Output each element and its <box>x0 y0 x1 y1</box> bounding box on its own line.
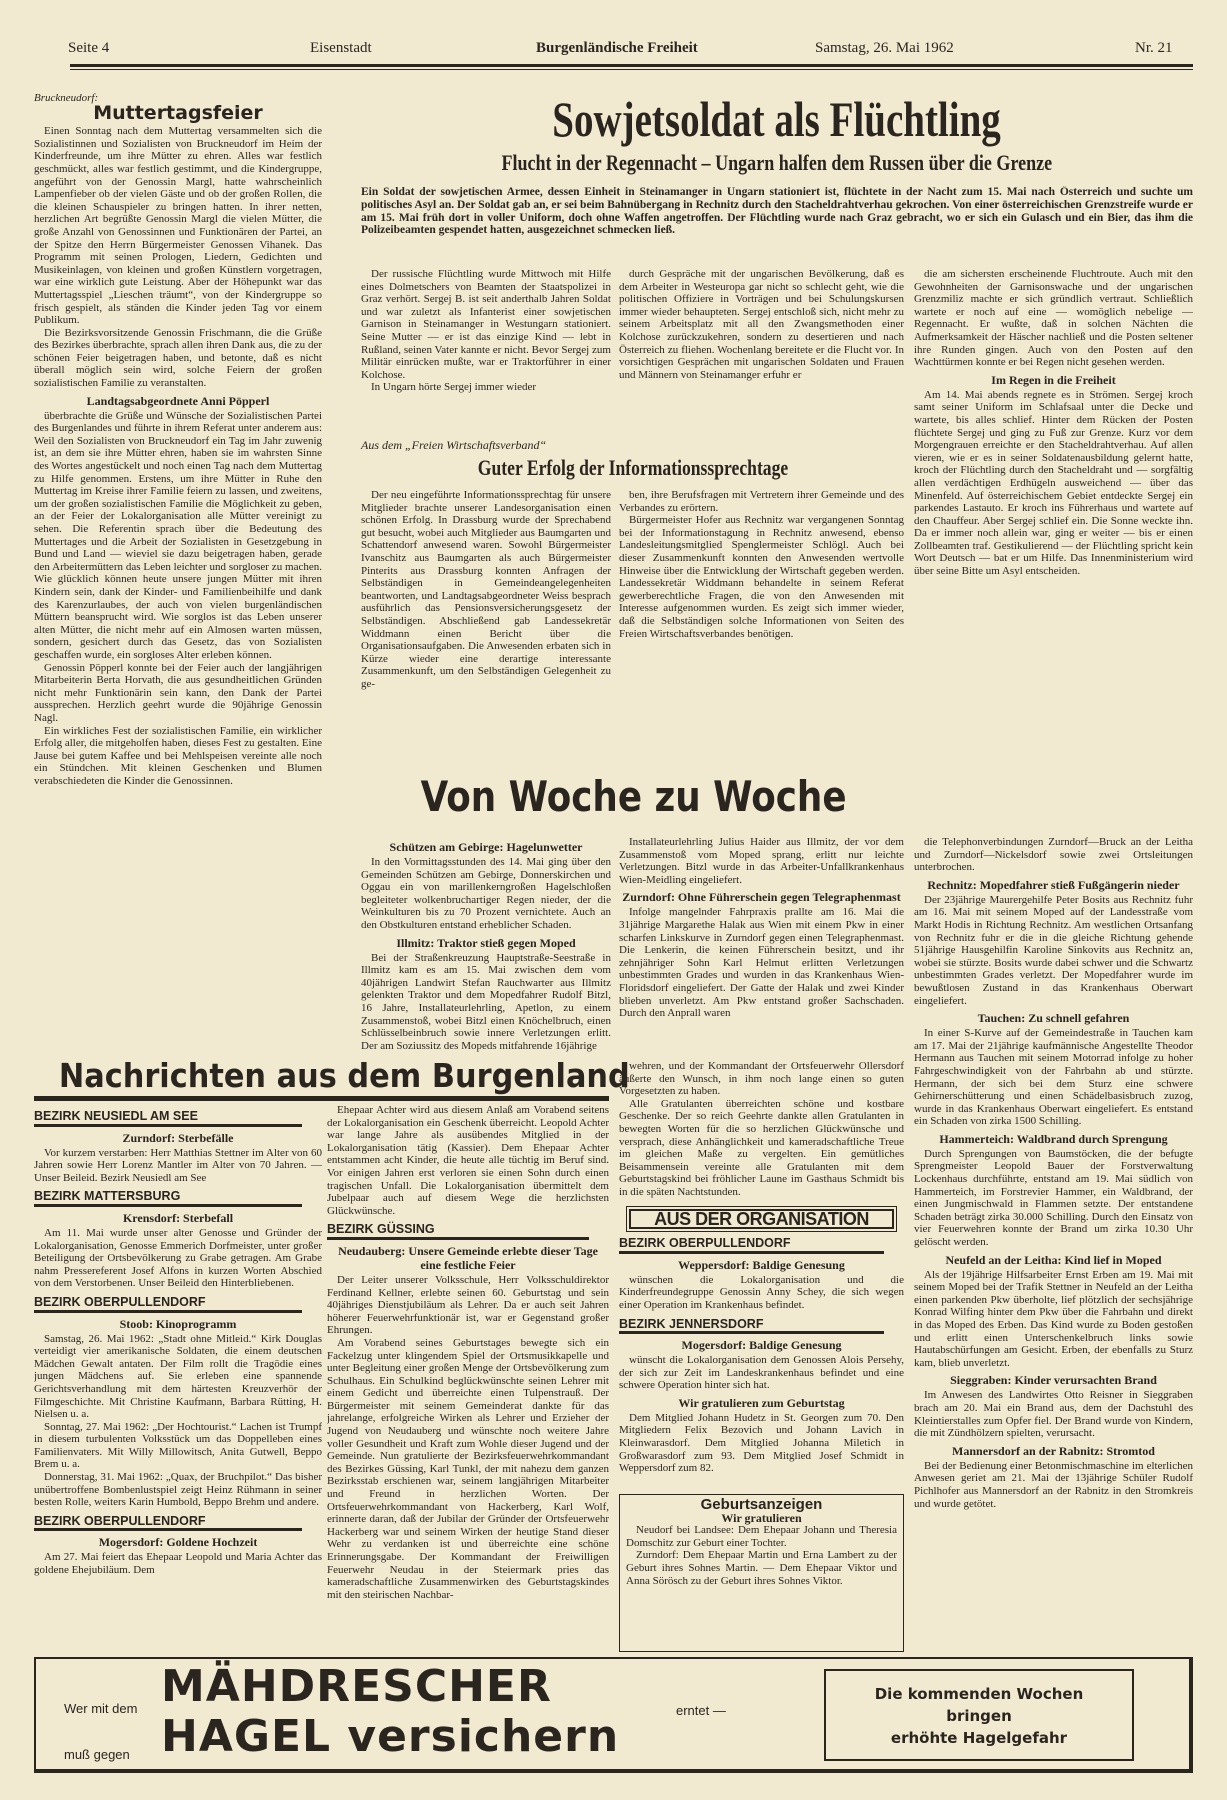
nachrichten-column-2 <box>327 1104 609 1652</box>
article-title: Muttertagsfeier <box>93 101 263 124</box>
woche-column-1 <box>361 836 611 1052</box>
ad-text: muß gegen <box>64 1747 130 1762</box>
nachrichten-column-1 <box>34 1104 322 1652</box>
paragraph: Am Vorabend seines Geburtstages bewegte sich ein Fackelzug unter klingendem Spiel der Ortsmusikkapelle und unter Begleitung einer großen Menge der Ortsbevölkerung zum Schulhaus. Ein Schulkind beglückwünschte seinen Lehrer mit einem Gedicht und überreichte einen Tulpenstrauß. Der Bürgermeister mit seinem Gemeinderat dankte für das jahrelange, erfolgreiche Wirken als Lehrer und Erzieher der Jugend von Neudauberg und wünschte noch weitere Jahre voller Gesundheit und Kraft zum Wohle dieser Jugend und der Gemeinde. Nun gratulierte der Bezirksfeuerwehrkommandant des Bezirkes Güssing, Karl Tunkl, der mit nahezu dem ganzen Bezirksstab erschienen war, seinem langjährigen Mitarbeiter und Freund in herzlichen Worten. Der Ortsfeuerwehrkommandant von Hackerberg, Karl Wolf, erinnerte daran, daß der Jubilar der Gründer der Ortsfeuerwehr Hackerberg war und seinem Wirken der heutige Stand dieser Wehr zu verdanken ist und überreichte eine schöne Erinnerungsgabe. Der Kommandant der Freiwilligen Feuerwehr Neudau in der Steiermark pries das kameradschaftliche Zusammenwirken des Geburtstagskindes mit den steirischen Nachbar- <box>327 1336 609 1601</box>
article-subheading: Mannersdorf an der Rabnitz: Stromtod <box>952 1443 1155 1458</box>
district-heading: BEZIRK NEUSIEDL AM SEE <box>34 1110 302 1127</box>
article-subheading: Neufeld an der Leitha: Kind lief in Moped <box>945 1252 1162 1267</box>
district-heading: BEZIRK OBERPULLENDORF <box>619 1237 884 1254</box>
ad-box-line: bringen <box>946 1707 1012 1725</box>
issue-date: Samstag, 26. Mai 1962 <box>815 40 954 56</box>
births-box <box>619 1494 904 1652</box>
headline-text: Sowjetsoldat als Flüchtling <box>552 91 1002 147</box>
article-subheading: Mogersdorf: Baldige Genesung <box>681 1338 842 1353</box>
article-subheading: Krensdorf: Sterbefall <box>122 1210 234 1225</box>
place: Eisenstadt <box>310 40 372 56</box>
paragraph: Am 11. Mai wurde unser alter Genosse und Gründer der Lokalorganisation, Genosse Emmerich Dorfmeister, unter großer Beteiligung der Ortsbevölkerung zu Grabe getragen. Am Grabe nahm Pressereferent Josef Alfons in kurzen Worten Abschied von dem Verstorbenen. Unser Beileid den Hinterbliebenen. <box>34 1226 322 1290</box>
paragraph: Der Leiter unserer Volksschule, Herr Volksschuldirektor Ferdinand Kellner, erlebte seinen 60. Geburtstag und sein 40jähriges Dienstjubiläum als Lehrer. Da er auch seit Jahren höherer Feuerwehrfunktionär ist, war er Gegenstand großer Ehrungen. <box>327 1273 609 1337</box>
paragraph: durch Gespräche mit der ungarischen Bevölkerung, daß es dem Arbeiter in Westeuropa gar nicht so schlecht geht, wie die politischen Offiziere in Vorträgen und bei Schulungskursen immer wieder behaupteten. Sergej entschloß sich, nicht mehr zu seinem Arbeitsplatz mit all den Zwangsmethoden einer Kolchose zurückzukehren, sondern zu desertieren und nach Österreich zu fliehen. Wochenlang bereitete er die Flucht vor. In vorsichtigen Gesprächen mit ungarischen Soldaten und Frauen und Männern von Steinamanger erfuhr er <box>619 268 904 381</box>
wirtschaft-kicker: Aus dem „Freien Wirtschaftsverband“ <box>361 438 547 452</box>
article-subheading: Neudauberg: Unsere Gemeinde erlebte dieser Tage eine festliche Feier <box>338 1243 598 1272</box>
paragraph: Donnerstag, 31. Mai 1962: „Quax, der Bruchpilot.“ Das bisher unübertroffene Bombenlustspiel zeigt Heinz Rühmann in seiner besten Rolle, weiters Karin Humbold, Beppo Brehm und andere. <box>34 1471 322 1509</box>
article-subheading: Rechnitz: Mopedfahrer stieß Fußgängerin nieder <box>927 877 1180 892</box>
paragraph: die Telephonverbindungen Zurndorf—Bruck an der Leitha und Zurndorf—Nickelsdorf sowie zwei Ortsleitungen unterbrochen. <box>914 836 1193 874</box>
ad-box <box>824 1669 1134 1761</box>
article-subheading: Weppersdorf: Baldige Genesung <box>678 1257 845 1272</box>
wirtschaft-title <box>361 455 906 481</box>
article-subheading: Zurndorf: Ohne Führerschein gegen Telegraphenmast <box>622 890 901 905</box>
paragraph: die am sichersten erscheinende Fluchtroute. Auch mit den Gewohnheiten der Garnisonswache und der ungarischen Grenzmiliz machte er sich gründlich vertraut. Schließlich wartete er noch auf eine — womöglich nebelige — Regennacht. Er wußte, daß in solchen Nächten die Aufmerksamkeit der Häscher nachließ und die Posten seltener ihre Runden gingen. Auch von den Posten auf den Wachttürmen konnte er bei Regen nicht gesehen werden. <box>914 268 1193 369</box>
paragraph: Samstag, 26. Mai 1962: „Stadt ohne Mitleid.“ Kirk Douglas verteidigt vier amerikanische Soldaten, die einem deutschen Mädchen Gewalt antaten. Der Film rollt die Tragödie eines jungen Mädchens auf. Sie erleben eine spannende Gerichtsverhandlung mit dem härtesten Kreuzverhör der Filmgeschichte. Mit Christine Kaufmann, Barbara Rütting, H. Nielsen u. a. <box>34 1332 322 1421</box>
paragraph: Ein wirkliches Fest der sozialistischen Familie, ein wirklicher Erfolg aller, die mitgeholfen haben, dieses Fest zu gestalten. Eine Jause bei gutem Kaffee und bei Mehlspeisen vereinte alle noch ein Stündchen. Mit kleinen Geschenken und Blumen verabschiedeten die Kinder die Genossinnen. <box>34 724 322 787</box>
ad-headline: MÄHDRESCHER <box>161 1661 552 1712</box>
main-headline <box>361 92 1193 146</box>
article-subheading: Illmitz: Traktor stieß gegen Moped <box>396 935 576 950</box>
ad-text: Wer mit dem <box>64 1701 138 1716</box>
paragraph: Neudorf bei Landsee: Dem Ehepaar Johann und Theresia Domschitz zur Geburt einer Tochter. <box>626 1524 897 1549</box>
district-heading: BEZIRK JENNERSDORF <box>619 1318 884 1335</box>
newspaper-name: Burgenländische Freiheit <box>536 40 698 56</box>
nachrichten-title <box>34 1056 630 1101</box>
article-subheading: Hammerteich: Waldbrand durch Sprengung <box>939 1131 1168 1146</box>
paragraph: Als der 19jährige Hilfsarbeiter Ernst Erben am 19. Mai mit seinem Moped bei der Trafik Stettner in Neufeld an der Leitha einen parkenden Pkw überholte, lief plötzlich der sechsjährige Konrad Wilfing hinter dem Pkw über die Fahrbahn und direkt in das Moped des Erben. Das Kind wurde zu Boden gestoßen und erlitt einen Unterschenkelbruch links sowie Hautabschürfungen am Gesicht. Erben, der ebenfalls zu Sturz kam, blieb unverletzt. <box>914 1268 1193 1369</box>
header-rule <box>70 64 1193 70</box>
paragraph: wünschen die Lokalorganisation und die Kinderfreundegruppe Genossin Anny Schey, die sich wegen einer Operation im Krankenhaus befindet. <box>619 1273 904 1311</box>
subheadline-text: Flucht in der Regennacht – Ungarn halfen dem Russen über die Grenze <box>501 150 1053 175</box>
district-heading: BEZIRK GÜSSING <box>327 1223 589 1240</box>
wirtschaft-title-text: Guter Erfolg der Informationssprechtage <box>478 455 789 480</box>
box-subheading: Wir gratulieren <box>721 1510 802 1525</box>
paragraph: Dem Mitglied Johann Hudetz in St. Georgen zum 70. Den Mitgliedern Felix Bezovich und Johann Lavich in Kleinwarasdorf. Dem Mitglied Johanna Miletich in Großwarasdorf zum 93. Dem Mitglied Josef Schmidt in Weppersdorf zum 82. <box>619 1411 904 1475</box>
paragraph: In den Vormittagsstunden des 14. Mai ging über den Gemeinden Schützen am Gebirge, Donnerskirchen und Oggau ein von marillenkerngroßen Hagelschloßen begleiteter wolkenbruchartiger Regen nieder, der die Weinkulturen bis zu 70 Prozent vernichtete. Auch an den Obstkulturen entstand erheblicher Schaden. <box>361 856 611 931</box>
paragraph: Einen Sonntag nach dem Muttertag versammelten sich die Sozialistinnen und Sozialisten von Bruckneudorf im Heim der Kinderfreunde, um ihre Mütter zu ehren. Alles war festlich geschmückt, alles war festlich gestimmt, und die Kindergruppe, angeführt von der Genossin Margl, hatte wahrscheinlich Lampenfieber ob der vielen Gäste und ob der großen Rollen, die die kleinen Schauspieler zu bringen hatten. In ihrer netten, herzlichen Art begrüßte Genossin Margl die vielen Mütter, die große Anzahl von Genossinnen und Funktionären der Partei, an der Spitze den Herrn Bürgermeister Genossen Vihanek. Das Programm mit seinen Prologen, Liedern, Gedichten und Musikeinlagen, von kleinen und großen Künstlern vorgetragen, war eine wirklich gute Leistung. Aber der Höhepunkt war das Muttertagsspiel „Lieschen träumt“, von der Kindergruppe so frisch gespielt, als ständen die Kinder jeden Tag vor einem Publikum. <box>34 125 322 327</box>
paragraph: Alle Gratulanten überreichten schöne und kostbare Geschenke. Der so reich Geehrte dankte allen Gratulanten in bewegten Worten für die so herzlichen Glückwünsche und versprach, diese Anhänglichkeit und kameradschaftliche Treue im gleichen Maße zu vergelten. Ein gemütliches Beisammensein vereinte alle Gratulanten mit dem Geburtstagskind bei fröhlicher Laune im Gasthaus Schmidt bis in die späten Nachtstunden. <box>619 1097 904 1198</box>
article-subheading: Wir gratulieren zum Geburtstag <box>678 1395 845 1410</box>
paragraph: ben, ihre Berufsfragen mit Vertretern ihrer Gemeinde und des Verbandes zu erörtern. <box>619 489 904 514</box>
woche-column-3 <box>914 836 1193 1652</box>
paragraph: wehren, und der Kommandant der Ortsfeuerwehr Ollersdorf äußerte den Wunsch, in ihm noch lange einen so guten Vorgesetzten zu haben. <box>619 1060 904 1098</box>
paragraph: Sonntag, 27. Mai 1962: „Der Hochtourist.“ Lachen ist Trumpf in diesem turbulenten Volksstück um das Doppelleben eines Familienvaters. Mit Willy Millowitsch, Anita Gutwell, Beppo Brem u. a. <box>34 1420 322 1471</box>
paragraph: Am 27. Mai feiert das Ehepaar Leopold und Maria Achter das goldene Ehejubiläum. Dem <box>34 1551 322 1577</box>
sidebar-article <box>34 92 322 1052</box>
ad-headline: HAGEL versichern <box>161 1711 620 1762</box>
paragraph: Der 23jährige Maurergehilfe Peter Bosits aus Rechnitz fuhr am 16. Mai mit seinem Moped auf der Landesstraße vom Markt Hodis in Richtung Rechnitz. Am westlichen Ortsanfang von Rechnitz fuhr er die in die gleiche Richtung gehende 51jährige Hausgehilfin Karoline Sinkovits aus Rechnitz an, wobei sie stürzte. Bosits wurde dabei schwer und die Schwartz unbestimmten Grades verletzt. Der Mopedfahrer wurde im bewußtlosen Zustand in das Krankenhaus Oberwart eingeliefert. <box>914 893 1193 1007</box>
paragraph: Am 14. Mai abends regnete es in Strömen. Sergej kroch samt seiner Uniform im Schlafsaal unter die Decke und wartete, bis alles schlief. Hinter dem Rücken der Posten flüchtete Sergej und ging zu Fuß zur Grenze. Kurz vor dem Morgengrauen erreichte er den Stacheldrahtverhau. Auf allen vieren, wie er es in seiner Soldatenausbildung gelernt hatte, kroch der Flüchtling durch den Stacheldraht und — sorgfältig allen verdächtigen Erdhügeln ausweichend — über das Minenfeld. Auf österreichischem Gebiet entdeckte Sergej ein parkendes Lastauto. Er kroch ins Führerhaus und wartete auf den Chauffeur. Aber Sergej schlief ein. Die Sonne weckte ihn. Da er immer noch allein war, ging er weiter — bis er einen Zollbeamten traf. Gestikulierend — der Flüchtling spricht kein Wort Deutsch — bat er um Hilfe. Das Innenministerium wird über seine Bitte um Asyl entscheiden. <box>914 388 1193 578</box>
nachrichten-column-3 <box>619 1060 904 1494</box>
paragraph: Im Anwesen des Landwirtes Otto Reisner in Sieggraben brach am 20. Mai ein Brand aus, dem der Dachstuhl des Kleintierstalles zum Opfer fiel. Der Brand wurde von Kindern, die mit Zündhölzern spielten, verursacht. <box>914 1389 1193 1440</box>
paragraph: Vor kurzem verstarben: Herr Matthias Stettner im Alter von 60 Jahren sowie Herr Lorenz Mantler im Alter von 70 Jahren. — Unser Beileid. Bezirk Neusiedl am See <box>34 1146 322 1184</box>
paragraph: Zurndorf: Dem Ehepaar Martin und Erna Lambert zu der Geburt ihres Sohnes Martin. — Dem Ehepaar Viktor und Anna Sörösch zu der Geburt ihres Sohnes Viktor. <box>626 1549 897 1587</box>
article-subheading: Zurndorf: Sterbefälle <box>122 1130 234 1145</box>
paragraph: In einer S-Kurve auf der Gemeindestraße in Tauchen kam am 17. Mai der 21jährige kaufmännische Angestellte Theodor Hermann aus Tauchen mit seinem Motorrad infolge zu hoher Fahrgeschwindigkeit von der Fahrbahn ab und stürzte. Hermann, der sich bei dem Sturz eine schwere Gehirnerschütterung und einen Schädelbasisbruch zuzog, wurde in das Krankenhaus Oberwart eingeliefert. Es entstand ein Schaden von zirka 1500 Schilling. <box>914 1027 1193 1128</box>
paragraph: Installateurlehrling Julius Haider aus Illmitz, der vor dem Zusammenstoß vom Moped sprang, erlitt nur leichte Verletzungen. Bitzl wurde in das Arbeiter-Unfallkrankenhaus Wien-Meidling eingeliefert. <box>619 836 904 886</box>
paragraph: Bei der Straßenkreuzung Hauptstraße-Seestraße in Illmitz kam es am 15. Mai zwischen dem vom 40jährigen Landwirt Stefan Rauchwarter aus Illmitz gelenkten Traktor und dem Mopedfahrer Rudolf Bitzl, 16 Jahre, Installateurlehrling, Apetlon, zu einem Zusammenstoß, wobei Bitzl einen Knöchelbruch, einen Schlüsselbeinbruch sowie innere Verletzungen erlitt. Der am Soziussitz des Mopeds mitfahrende 16jährige <box>361 951 611 1052</box>
paragraph: wünscht die Lokalorganisation dem Genossen Alois Persehy, der sich zur Zeit im Landeskrankenhaus befindet und eine schwere Operation hinter sich hat. <box>619 1354 904 1392</box>
paragraph: überbrachte die Grüße und Wünsche der Sozialistischen Partei des Burgenlandes und führte in ihrem Referat unter anderem aus: Weil den Sozialisten von Bruckneudorf ein Tag im Jahr zuwenig ist, an dem sie ihre Mütter ehren, haben sie im wahrsten Sinne des Wortes angestückelt und noch einen Tag nach dem Muttertag zu Hilfe genommen. Erstens, um ihre Mütter in Ruhe den Muttertag im Kreise ihrer Familie feiern zu lassen, und zweitens, um der großen sozialistischen Familie die Möglichkeit zu geben, an der Feier der Lokalorganisation alle Mütter vereinigt zu sehen. Die Referentin sprach über die Bedeutung des Muttertages und die Arbeit der Sozialisten in Gesetzgebung in Bund und Land — wieviel sie dazu beigetragen haben, gerade den Arbeitermüttern das Leben leichter und sorgloser zu machen. Wie glücklich können heute unsere jungen Mütter mit ihren Kindern sein, dank der Kinder- und Familienbeihilfe und dank des Karenzurlaubes, der auch von vielen burgenländischen Müttern beansprucht wird. Wie sorglos ist das Leben unserer alten Mütter, die nicht mehr auf ein Almosen warten müssen, sondern, gesichert durch das Gesetz, das von Sozialisten geschaffen wurde, ein sorgloses Alter erleben können. <box>34 409 322 661</box>
main-subheadline <box>361 150 1193 176</box>
main-lead: Ein Soldat der sowjetischen Armee, dessen Einheit in Steinamanger in Ungarn stationiert ist, flüchtete in der Nacht zum 15. Mai nach Österreich und suchte um politisches Asyl an. Der Soldat gab an, er sei beim Bahnübergang in Rechnitz durch den Stacheldrahtverhau gekrochen. Von einer österreichischen Grenzstreife wurde er am 15. Mai früh dort in voller Uniform, doch ohne Waffen angetroffen. Der Flüchtling wurde nach Graz gebracht, wo er sich ein Gulasch und ein Bier, das ihm die Polizeibeamten gespendet hatten, ausgezeichnet schmecken ließ. <box>361 186 1193 237</box>
paragraph: Der russische Flüchtling wurde Mittwoch mit Hilfe eines Dolmetschers von Beamten der Staatspolizei in Graz verhört. Sergej B. ist seit anderthalb Jahren Soldat und war zuletzt als Infanterist einer sowjetischen Garnison in Steinamanger in Westungarn stationiert. Seine Mutter — er ist das einzige Kind — lebt in Rußland, seinen Vater kannte er nicht. Bevor Sergej zum Militär einrücken mußte, war er Traktorführer in einer Kolchose. <box>361 268 611 381</box>
paragraph: Genossin Pöpperl konnte bei der Feier auch der langjährigen Mitarbeiterin Berta Horvath, die aus gesundheitlichen Gründen nicht mehr Funktionärin sein kann, den Dank der Partei aussprechen. Herzlich geehrt wurde die 90jährige Genossin Nagl. <box>34 661 322 724</box>
wirtschaft-column-2 <box>619 489 904 763</box>
woche-column-2 <box>619 836 904 1052</box>
article-subheading: Im Regen in die Freiheit <box>991 372 1116 387</box>
main-column-3 <box>914 268 1193 765</box>
section-box: AUS DER ORGANISATION <box>629 1209 894 1230</box>
paragraph: Der neu eingeführte Informationssprechtag für unsere Mitglieder brachte unserer Landesorganisation einen schönen Erfolg. In Drassburg wurde der Sprechabend gut besucht, wobei auch Mitglieder aus Baumgarten und Schattendorf anwesend waren. Sowohl Bürgermeister Ivanschitz aus Baumgarten als auch Bürgermeister Pinterits aus Drassburg konnten Anfragen der Selbständigen in Gemeindeangelegenheiten beantworten, und Landtagsabgeordneter Weiss besprach ausführlich das Pensionsversicherungsgesetz der Selbständigen. Abschließend gab Landessekretär Widdmann einen Bericht über die Organisationsaufgaben. Die Anwesenden erbaten sich in Kürze wieder eine derartige interessante Zusammenkunft, um den Selbständigen Gelegenheit zu ge- <box>361 489 611 690</box>
paragraph: Die Bezirksvorsitzende Genossin Frischmann, die die Grüße des Bezirkes überbrachte, sprach allen ihren Dank aus, die zu der schönen Feier beigetragen haben, und betonte, daß es nicht überall möglich sein wird, solche Feiern der großen sozialistischen Familie zu veranstalten. <box>34 326 322 390</box>
article-subheading: Sieggraben: Kinder verursachten Brand <box>950 1373 1157 1388</box>
ad-box-line: Die kommenden Wochen <box>874 1685 1084 1703</box>
article-subheading: Stoob: Kinoprogramm <box>119 1316 237 1331</box>
main-column-2 <box>619 268 904 438</box>
paragraph: In Ungarn hörte Sergej immer wieder <box>371 381 537 394</box>
paragraph: Bei der Bedienung einer Betonmischmaschine im elterlichen Anwesen geriet am 21. Mai der 13jährige Schüler Rudolf Pichlhofer aus Mannersdorf an der Rabnitz in den Stromkreis und wurde getötet. <box>914 1459 1193 1510</box>
article-subheading: Tauchen: Zu schnell gefahren <box>977 1011 1130 1026</box>
article-subheading: Mogersdorf: Goldene Hochzeit <box>98 1535 258 1550</box>
paragraph: Ehepaar Achter wird aus diesem Anlaß am Vorabend seitens der Lokalorganisation ein Geschenk überreicht. Leopold Achter war lange Jahre als ausübendes Mitglied in der Lokalorganisation tätig (Kassier). Dem Ehepaar Achter entstammen acht Kinder, die heute alle tüchtig im Beruf sind. Vor einigen Jahren erst verloren sie einen Sohn durch einen tragischen Unfall. Die Lokalorganisation übermittelt dem Jubelpaar auch auf diesem Wege die herzlichsten Glückwünsche. <box>327 1104 609 1217</box>
district-heading: BEZIRK OBERPULLENDORF <box>34 1296 302 1313</box>
nachrichten-title-text: Nachrichten aus dem Burgenland <box>58 1056 630 1095</box>
page-number: Seite 4 <box>68 40 110 56</box>
wirtschaft-column-1 <box>361 489 611 763</box>
ad-box-line: erhöhte Hagelgefahr <box>890 1729 1068 1747</box>
issue-number: Nr. 21 <box>1135 40 1173 56</box>
ad-text: erntet — <box>676 1703 726 1718</box>
box-title: Geburtsanzeigen <box>700 1496 823 1513</box>
woche-title-text: Von Woche zu Woche <box>420 772 847 821</box>
main-column-1 <box>361 268 611 438</box>
paragraph: Infolge mangelnder Fahrpraxis prallte am 16. Mai die 31jährige Margarethe Halak aus Wien mit einem Pkw in einer scharfen Linkskurve in Zurndorf gegen einen Telegraphenmast. Die Lenkerin, die keinen Führerschein besitzt, und ihr zehnjähriger Sohn Karl Helmut erlitten Verletzungen unbestimmten Grades und wurden in das Krankenhaus Wien-Floridsdorf eingeliefert. Der Gatte der Halak und zwei Kinder blieben unverletzt. Am Pkw entstand großer Sachschaden. Durch den Anprall waren <box>619 906 904 1020</box>
article-subheading: Landtagsabgeordnete Anni Pöpperl <box>86 393 270 408</box>
insurance-advertisement <box>34 1657 1193 1773</box>
district-heading: BEZIRK MATTERSBURG <box>34 1190 302 1207</box>
article-subheading: Schützen am Gebirge: Hagelunwetter <box>389 840 583 854</box>
district-heading: BEZIRK OBERPULLENDORF <box>34 1515 302 1532</box>
paragraph: Bürgermeister Hofer aus Rechnitz war vergangenen Sonntag bei der Informationstagung in Rechnitz anwesend, ebenso Landesleitungsmitglied Spenglermeister Schlögl. Auch bei dieser Zusammenkunft konnten den Anwesenden wertvolle Hinweise über die Entwicklung der Wirtschaft gegeben werden. Landessekretär Widdmann behandelte in seinem Referat gewerberechtliche Fragen, die von den Anwesenden mit Interesse aufgenommen wurden. Es zeigt sich immer wieder, daß die Selbständigen solche Informationen von Seiten des Freien Wirtschaftsverbandes benötigen. <box>619 514 904 640</box>
kicker: Bruckneudorf: <box>34 92 99 104</box>
paragraph: Durch Sprengungen von Baumstöcken, die der befugte Sprengmeister Leopold Bauer der Forstverwaltung Lockenhaus durchführte, entstand am 19. Mai südlich von Hammerteich, im Forstrevier Hammer, ein Waldbrand, der einen Jungmischwald in Flammen setzte. Der entstandene Schaden beträgt zirka 30.000 Schilling. Durch den Einsatz von vier Feuerwehren konnte der Brand um zirka 10.30 Uhr gelöscht werden. <box>914 1147 1193 1249</box>
woche-title <box>361 770 906 824</box>
